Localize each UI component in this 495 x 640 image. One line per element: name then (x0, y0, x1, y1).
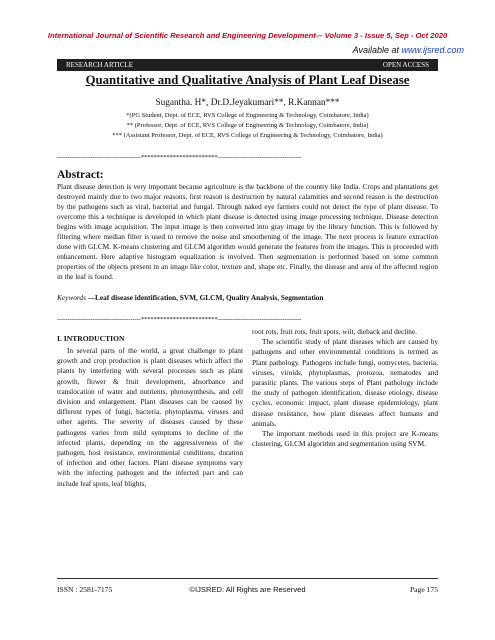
availability-line (353, 45, 464, 55)
open-access-label: OPEN ACCESS (382, 61, 429, 69)
footer-copyright: ©IJSRED: All Rights are Reserved (189, 585, 306, 594)
keywords-line (57, 293, 438, 302)
footer-issn: ISSN : 2581-7175 (57, 585, 113, 594)
abstract-heading: Abstract: (57, 169, 104, 181)
keywords-label: Keywords (57, 293, 86, 302)
journal-url-link[interactable]: www.ijsred.com (401, 45, 464, 55)
journal-header: International Journal of Scientific Research and Engineering Development-– Volume 3 - Issue 5, Sep - Oct 2020 (47, 31, 448, 40)
intro-paragraph-3: The important methods used in this project are K-means clustering, GLCM algorithm and segmentation using SVM. (252, 429, 438, 449)
intro-column-left (57, 346, 243, 489)
abstract-body: Plant disease detection is very important because agriculture is the backbone of the country like India. Crops and plantations get destroyed mainly due to two major reasons, first reason is destruction by natural calamities and second reason is the destruction by the pathogens such as viral, bacterial and fungal. Through naked eye farmers could not detect the type of plant disease. To overcome this a technique is developed in which plant disease is detected using image processing technique. Disease detection begins with image acquisition. The input image is then converted into gray image by the library function. This is followed by filtering where median filter is used to remove the noise and smoothening of the image. The next process is feature extraction done with GLCM. K-means clustering and GLCM algorithm would generate the features from the images. This is proceeded with enhancement. Here adaptive histogram equalization is involved. Then segmentation is performed based on some common properties of the objects present in an image like color, texture and, shape etc. Finally, the disease and area of the affected region in the leaf is found. (57, 182, 438, 281)
intro-column-right (252, 327, 438, 449)
keywords-text: —Leaf disease identification, SVM, GLCM, Quality Analysis, Segmentation (85, 293, 324, 302)
intro-paragraph-1-cont: root rots, fruit rots, fruit spots, wilt, dieback and decline. (252, 327, 417, 336)
footer-page-number: Page 175 (409, 585, 438, 594)
affiliation-2: ** (Professor, Dept. of ECE, RVS College of Engineering & Technology, Coimbatore, India) (126, 122, 369, 129)
affiliation-1: *(PG Student, Dept. of ECE, RVS College of Engineering & Technology, Coimbatore, India) (126, 112, 369, 119)
article-type-label: RESEARCH ARTICLE (66, 61, 134, 69)
separator-top: ----------------------------------------************************---------------------------------------- (57, 154, 302, 161)
intro-paragraph-1: In several parts of the world, a great challenge to plant growth and crop production is plant diseases which affect the plants by interfering with several processes such as plant growth, flower & fruit development, absorbance and translocation of water and nutrients, photosynthesis, and cell division and enlargement. Plant diseases can be caused by different types of fungi, bacteria, phytoplasma, viruses and other agents. The severity of diseases caused by these pathogens varies from mild symptoms to decline of the infected plants, depending on the aggressiveness of the pathogen, host resistance, environmental conditions, duration of infection and other factors. Plant disease symptoms vary with the infecting pathogen and the infected part and can include leaf spots, leaf blights, (57, 346, 243, 488)
author-list: Sugantha. H*, Dr.D.Jeyakumari**, R.Kannan*** (155, 98, 340, 108)
footer-rule (57, 578, 438, 579)
affiliation-3: *** (Assistant Professor, Dept. of ECE, RVS College of Engineering & Technology, Coimbatore, India) (112, 132, 383, 139)
intro-paragraph-2: The scientific study of plant diseases which are caused by pathogens and other environmental conditions is termed as Plant pathology. Pathogens include fungi, oomycetes, bacteria, viruses, viroids, phytoplasmas, protozoa, nematodes and parasitic plants. The various steps of Plant pathology include the study of pathogen identification, disease etiology, disease cycles, economic impact, plant disease epidemiology, plant disease resistance, how plant diseases affect humans and animals. (252, 337, 438, 428)
paper-title: Quantitative and Qualitative Analysis of Plant Leaf Disease (85, 73, 410, 87)
article-type-bar (57, 59, 438, 71)
available-prefix: Available at (352, 45, 402, 55)
introduction-heading: I. INTRODUCTION (57, 334, 125, 343)
separator-bottom: ----------------------------------------************************---------------------------------------- (57, 316, 302, 323)
